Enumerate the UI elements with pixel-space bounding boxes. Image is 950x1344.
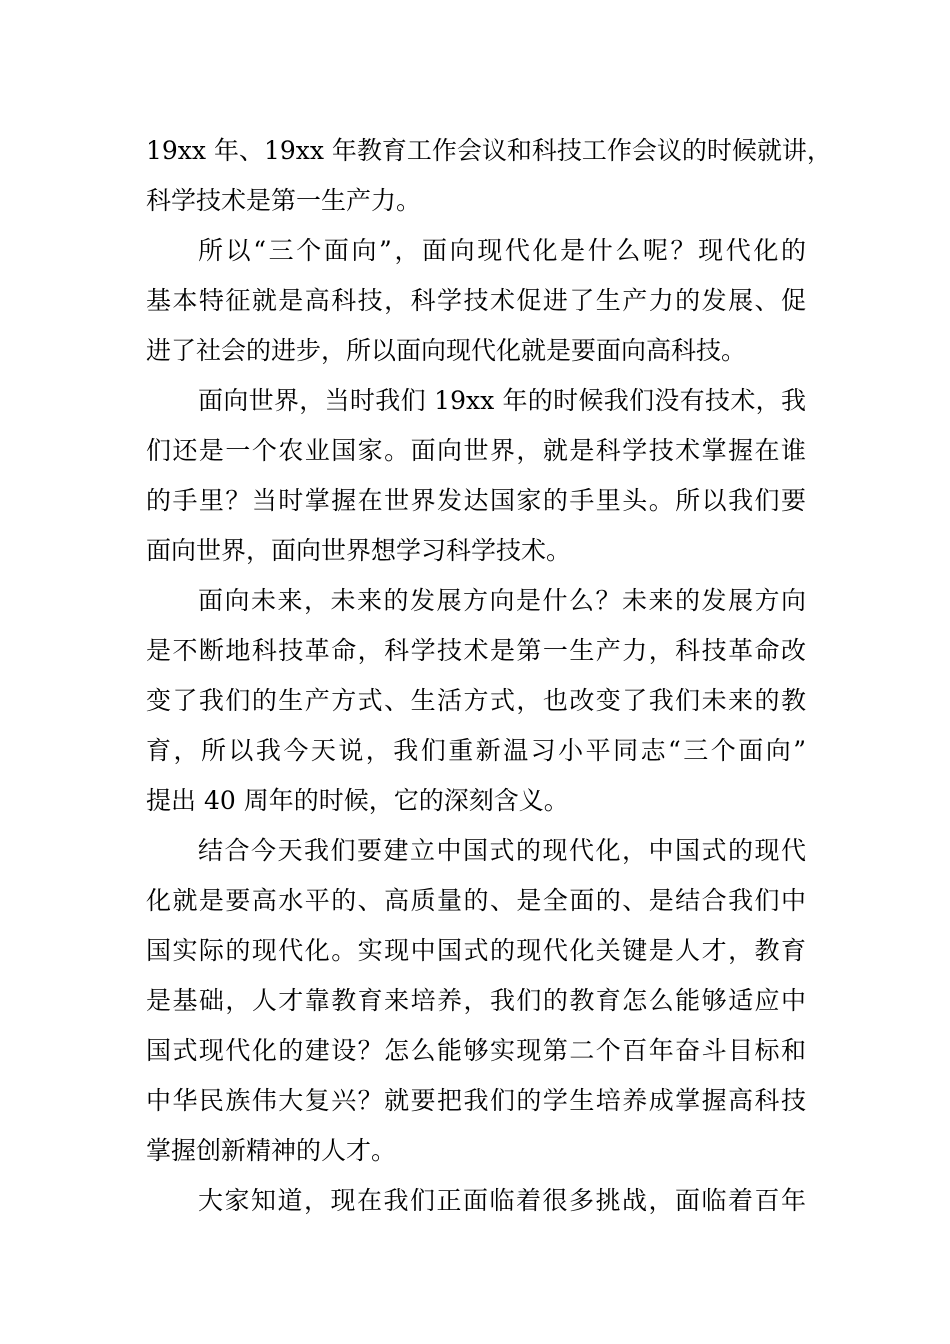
- text-line: 所以“三个面向”，面向现代化是什么呢？现代化的: [198, 236, 806, 265]
- text-line: 结合今天我们要建立中国式的现代化，中国式的现代: [198, 836, 806, 865]
- text-line: 科学技术是第一生产力。: [146, 186, 422, 215]
- text-line: 基本特征就是高科技，科学技术促进了生产力的发展、促: [146, 286, 806, 315]
- document-body: [146, 126, 832, 1226]
- text-line: 大家知道，现在我们正面临着很多挑战，面临着百年: [198, 1186, 806, 1215]
- text-line: 化就是要高水平的、高质量的、是全面的、是结合我们中: [146, 886, 806, 915]
- text-line: 面向未来，未来的发展方向是什么？未来的发展方向: [198, 586, 806, 615]
- text-line: 的手里？当时掌握在世界发达国家的手里头。所以我们要: [146, 486, 806, 515]
- text-line: 国式现代化的建设？怎么能够实现第二个百年奋斗目标和: [146, 1036, 806, 1065]
- text-line: 面向世界，面向世界想学习科学技术。: [146, 536, 572, 565]
- text-line: 们还是一个农业国家。面向世界，就是科学技术掌握在谁: [146, 436, 806, 465]
- text-line: 进了社会的进步，所以面向现代化就是要面向高科技。: [146, 336, 747, 365]
- text-line: 中华民族伟大复兴？就要把我们的学生培养成掌握高科技: [146, 1086, 806, 1115]
- text-line: 提出 40 周年的时候，它的深刻含义。: [146, 786, 569, 815]
- text-line: 国实际的现代化。实现中国式的现代化关键是人才，教育: [146, 936, 806, 965]
- text-line: 19xx 年、19xx 年教育工作会议和科技工作会议的时候就讲，: [146, 136, 832, 165]
- text-line: 是基础，人才靠教育来培养，我们的教育怎么能够适应中: [146, 986, 806, 1015]
- text-line: 掌握创新精神的人才。: [146, 1136, 397, 1165]
- text-line: 是不断地科技革命，科学技术是第一生产力，科技革命改: [146, 636, 806, 665]
- text-line: 育，所以我今天说，我们重新温习小平同志“三个面向”: [146, 736, 806, 765]
- text-line: 变了我们的生产方式、生活方式，也改变了我们未来的教: [146, 686, 806, 715]
- text-line: 面向世界，当时我们 19xx 年的时候我们没有技术，我: [198, 386, 806, 415]
